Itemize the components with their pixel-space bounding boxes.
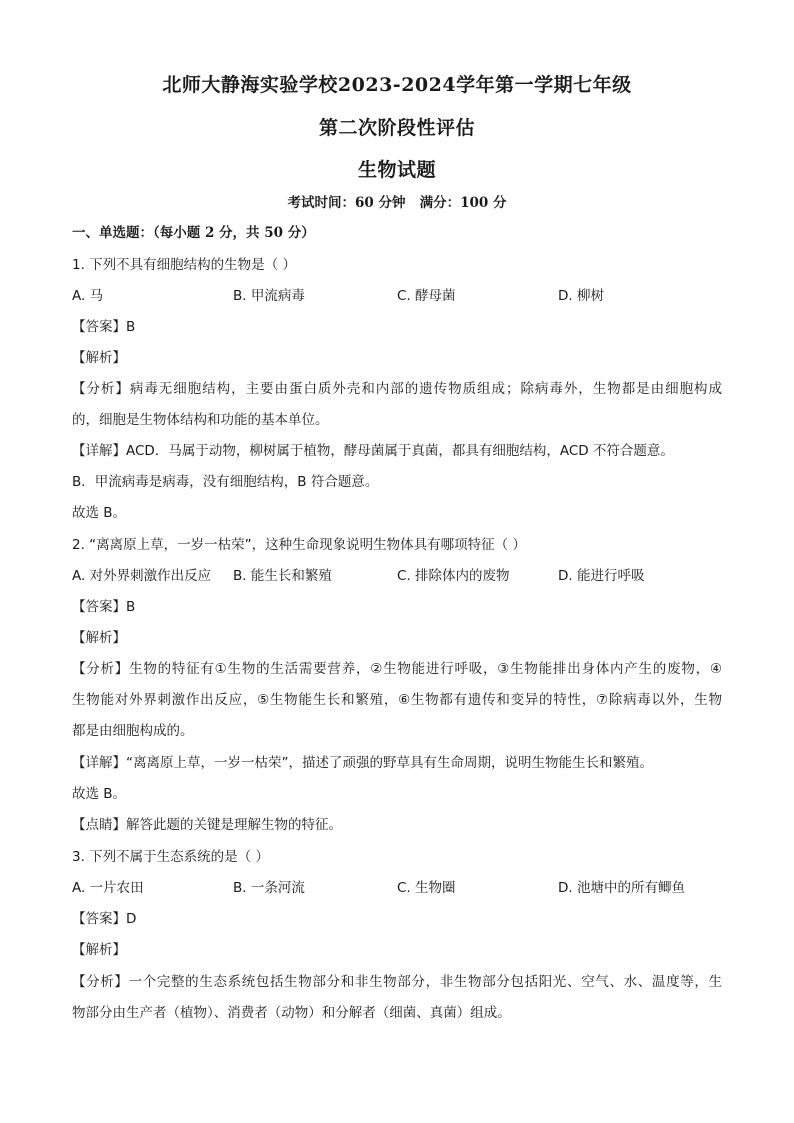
q2-fenxi-3: 都是由细胞构成的。 (72, 723, 194, 739)
q2-option-c: C. 排除体内的废物 (397, 568, 510, 584)
q2-fenxi-1: 【分析】生物的特征有①生物的生活需要营养，②生物能进行呼吸，③生物能排出身体内产生的废物，④ (72, 661, 722, 677)
q1-option-d: D. 柳树 (558, 288, 604, 304)
q2-option-d: D. 能进行呼吸 (558, 568, 645, 584)
q2-option-a: A. 对外界刺激作出反应 (72, 568, 212, 584)
q1-stem: 1. 下列不具有细胞结构的生物是（ ） (72, 257, 296, 273)
q1-option-a: A. 马 (72, 288, 104, 304)
q2-dianjing: 【点睛】解答此题的关键是理解生物的特征。 (72, 817, 342, 833)
q3-answer: 【答案】D (72, 911, 137, 927)
q3-option-b: B. 一条河流 (233, 880, 305, 896)
q1-fenxi-1: 【分析】病毒无细胞结构，主要由蛋白质外壳和内部的遗传物质组成；除病毒外，生物都是由细胞构成 (72, 381, 722, 397)
subject-title: 生物试题 (357, 159, 436, 181)
q2-stem: 2. “离离原上草，一岁一枯荣”，这种生命现象说明生物体具有哪项特征（ ） (72, 537, 526, 553)
q3-option-c: C. 生物圈 (397, 880, 456, 896)
q1-conclusion: 故选 B。 (72, 505, 127, 521)
q1-fenxi-2: 的，细胞是生物体结构和功能的基本单位。 (72, 412, 329, 428)
assessment-title: 第二次阶段性评估 (318, 117, 475, 139)
q1-analysis-label: 【解析】 (72, 350, 126, 366)
q2-conclusion: 故选 B。 (72, 786, 127, 802)
q3-option-d: D. 池塘中的所有鲫鱼 (558, 880, 685, 896)
q3-option-a: A. 一片农田 (72, 880, 144, 896)
q1-option-c: C. 酵母菌 (397, 288, 456, 304)
q3-fenxi-2: 物部分由生产者（植物）、消费者（动物）和分解者（细菌、真菌）组成。 (72, 1005, 511, 1021)
q2-detail-1: 【详解】“离离原上草，一岁一枯荣”，描述了顽强的野草具有生命周期，说明生物能生长和繁殖。 (72, 755, 653, 771)
q1-answer: 【答案】B (72, 319, 136, 335)
q1-detail-1: 【详解】ACD．马属于动物，柳树属于植物，酵母菌属于真菌，都具有细胞结构，ACD 不符合题意。 (72, 443, 674, 459)
q3-fenxi-1: 【分析】一个完整的生态系统包括生物部分和非生物部分，非生物部分包括阳光、空气、水、温度等，生 (72, 974, 722, 990)
q2-fenxi-2: 生物能对外界刺激作出反应，⑤生物能生长和繁殖，⑥生物都有遗传和变异的特性，⑦除病毒以外，生物 (72, 692, 722, 708)
q3-analysis-label: 【解析】 (72, 942, 126, 958)
q1-option-b: B. 甲流病毒 (233, 288, 305, 304)
q2-analysis-label: 【解析】 (72, 630, 126, 646)
exam-info: 考试时间：60 分钟 满分：100 分 (287, 195, 507, 211)
q3-stem: 3. 下列不属于生态系统的是（ ） (72, 849, 269, 865)
q2-option-b: B. 能生长和繁殖 (233, 568, 332, 584)
q2-answer: 【答案】B (72, 599, 136, 615)
section-heading: 一、单选题：（每小题 2 分，共 50 分） (72, 225, 315, 241)
school-title: 北师大静海实验学校2023-2024学年第一学期七年级 (162, 74, 632, 96)
q1-detail-2: B．甲流病毒是病毒，没有细胞结构，B 符合题意。 (72, 474, 379, 490)
